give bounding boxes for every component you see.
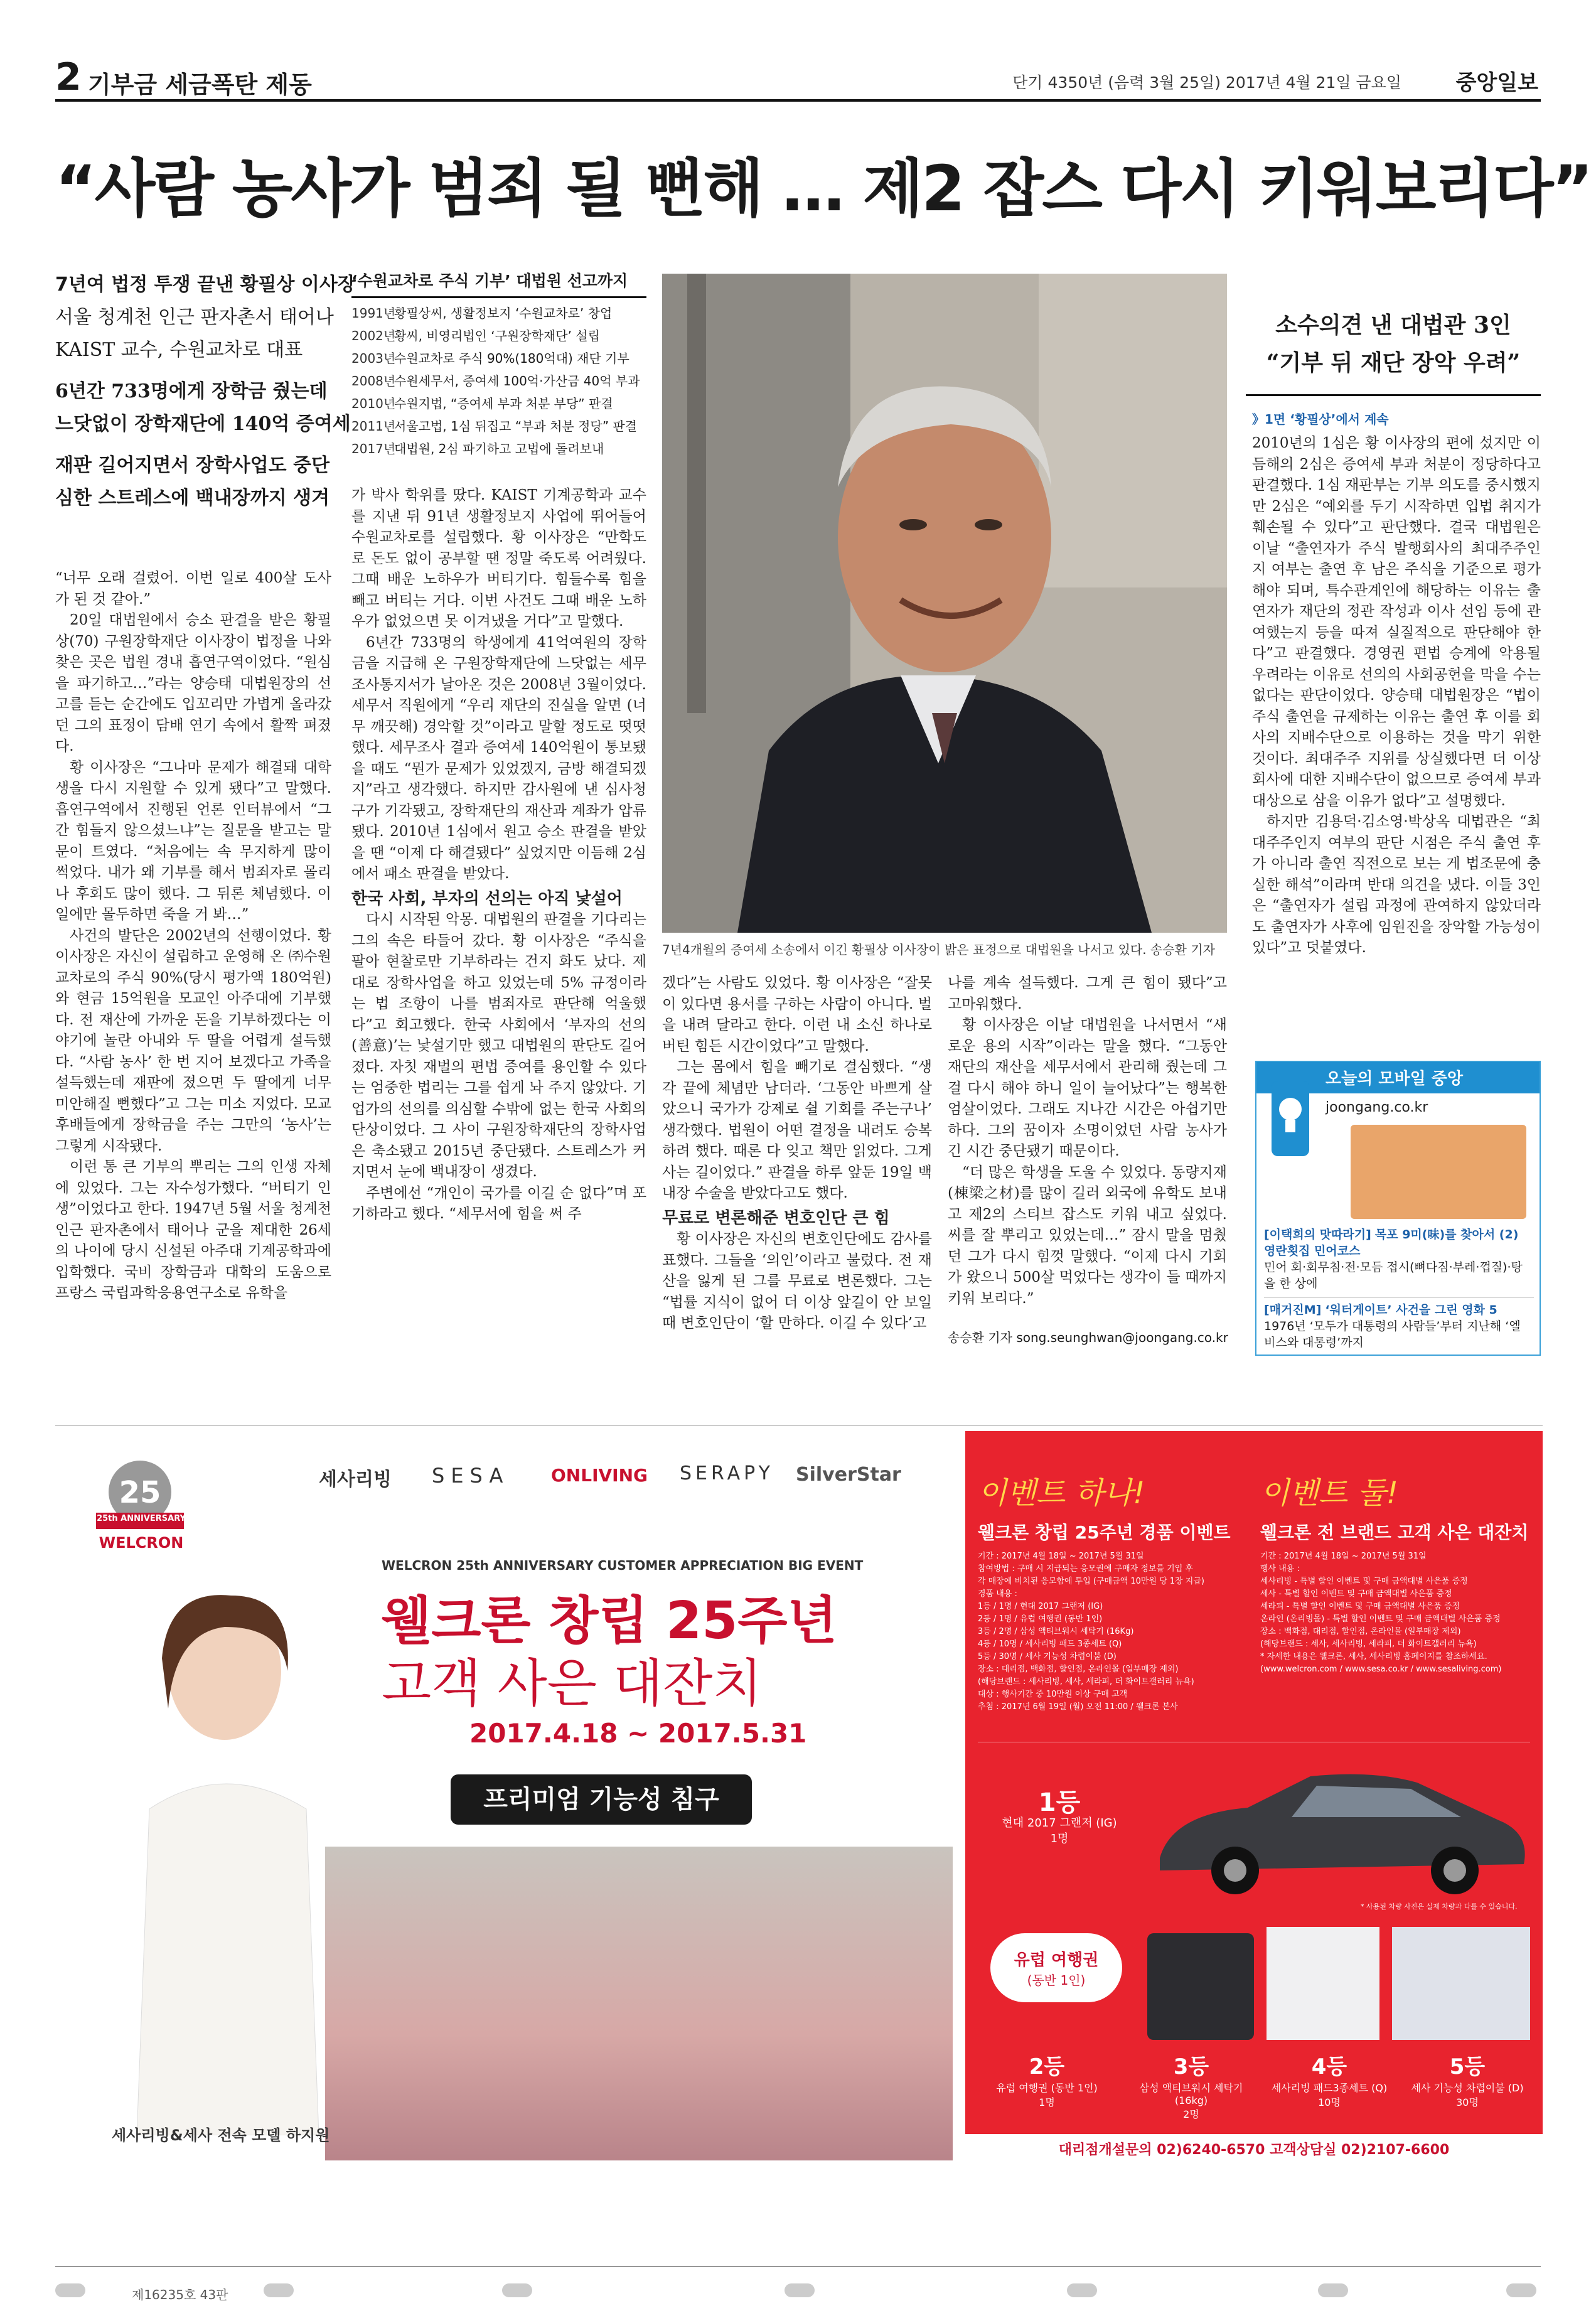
deck-line: 7년여 법정 투쟁 끝낸 황필상 이사장 — [55, 274, 356, 296]
paragraph: 나를 계속 설득했다. 그게 큰 힘이 됐다”고 고마워했다. — [948, 975, 1227, 1012]
timeline-box — [351, 269, 646, 476]
paragraph: 겠다”는 사람도 있었다. 황 이사장은 “잘못이 있다면 용서를 구하는 사람이 아니다. 벌을 내려 달라고 한다. 이런 내 소신 하나로 버틴 힘든 시간이었다”고 말했다. — [662, 975, 932, 1054]
paragraph: “더 많은 학생을 도울 수 있었다. 동량지재(棟梁之材)를 많이 길러 외국에 유학도 보내고 제2의 스티브 잡스도 키워 내고 싶었다. 씨를 잘 뿌리고 있었는데…” 잠시 말을 멈췄던 그가 다시 힘껏 말했다. “이제 다시 기회가 왔으니 500살 먹었다는 생각이 들 때까지 키워 보리다.” — [948, 1164, 1227, 1307]
ad-period: 2017.4.18 ~ 2017.5.31 — [469, 1718, 807, 1749]
timeline-row: 1991년황필상씨, 생활정보지 ‘수원교차로’ 창업 — [351, 306, 613, 321]
advertisement[interactable] — [55, 1425, 1543, 2165]
registration-mark — [55, 2283, 85, 2297]
paragraph: “너무 오래 걸렸어. 이번 일로 400살 도사가 된 것 같아.” — [55, 570, 331, 608]
ad-pill: 프리미엄 기능성 침구 — [451, 1774, 752, 1825]
prize-3: 3등 삼성 액티브워시 세탁기 (16kg) 2명 — [1139, 2054, 1243, 2120]
prize1-desc: 현대 2017 그랜저 (IG) — [1002, 1816, 1117, 1830]
event2-title: 웰크론 전 브랜드 고객 사은 대잔치 — [1260, 1522, 1529, 1543]
side-article-text — [1252, 433, 1541, 1051]
issue-number: 제16235호 43판 — [132, 2287, 228, 2302]
continued-label: 》1면 ‘황필상’에서 계속 — [1252, 412, 1389, 427]
registration-mark — [1067, 2283, 1097, 2297]
photo-caption: 7년4개월의 증여세 소송에서 이긴 황필상 이사장이 밝은 표정으로 대법원을 나서고 있다. 송승환 기자 — [662, 942, 1215, 957]
ad-right-panel — [965, 1431, 1543, 2167]
anniversary-badge-icon — [93, 1457, 187, 1539]
timeline-row: 2011년서울고법, 1심 뒤집고 “부과 처분 정당” 판결 — [351, 419, 638, 434]
promo-item-1[interactable]: [이택희의 맛따라기] 목포 9미(味)를 찾아서 (2) 영란횟집 민어코스 민어 회·회무침·전·모듬 접시(뼈다짐·부레·껍질)·탕을 한 상에 — [1264, 1228, 1523, 1290]
article-column-4 — [948, 973, 1227, 1324]
article-deck — [55, 269, 356, 515]
model-caption: 세사리빙&세사 전속 모델 하지원 — [112, 2127, 330, 2144]
event2-details: 기간 : 2017년 4월 18일 ~ 2017년 5월 31일 행사 내용 : 세사리빙 - 특별 할인 이벤트 및 구매 금액대별 사은품 증정 세사 - 특별 할인 이벤트 및 구매 금액대별 사은품 증정 세라피 - 특별 할인 이벤트 및 구매 금액대별 사은품 증정 온라인 (온리빙몰) - 특별 할인 이벤트 및 구매 금액대별 사은품 증정 장소 : 백화점, 대리점, 할인점, 온라인몰 (일부매장 제외) (해당브랜드 : 세사, 세사리빙, 세라피, 더 화이트갤러리 뉴욕) * 자세한 내용은 웰크론, 세사, 세사리빙 홈페이지를 참조하세요. (www.welcron.com / www.sesa.co.kr / www.sesaliving.com) — [1260, 1552, 1502, 1674]
timeline-row: 2008년수원세무서, 증여세 100억·가산금 40억 부과 — [351, 373, 640, 389]
subheading: 한국 사회, 부자의 선의는 아직 낯설어 — [351, 889, 623, 908]
paragraph: 주변에선 “개인이 국가를 이길 순 없다”며 포기하라고 했다. “세무서에 힘을 써 주 — [351, 1184, 646, 1222]
pad-set-image — [1267, 1927, 1379, 2040]
article-photo — [662, 274, 1227, 933]
brand-silverstar: SilverStar — [796, 1464, 901, 1486]
header-rule — [55, 99, 1541, 102]
paragraph: 황 이사장은 “그나마 문제가 해결돼 대학생을 다시 지원할 수 있게 됐다”고 말했다. 흡연구역에서 진행된 언론 인터뷰에서 “그간 힘들지 않으셨느냐”는 질문을 받고는 말문이 트였다. “처음에는 속 무지하게 많이 썩었다. 내가 왜 기부를 해서 범죄자로 몰리나 후회도 많이 했다. 그 뒤론 체념했다. 이 일에만 몰두하면 죽을 거 봐…” — [55, 759, 331, 923]
issue-date: 단기 4350년 (음력 3월 25일) 2017년 4월 21일 금요일 — [1012, 73, 1401, 92]
registration-mark — [785, 2283, 815, 2297]
registration-mark — [264, 2283, 294, 2297]
comforter-image — [1392, 1927, 1530, 2040]
timeline-title: ‘수원교차로 주식 기부’ 대법원 선고까지 — [351, 269, 646, 298]
paragraph: 사건의 발단은 2002년의 선행이었다. 황 이사장은 자신이 설립하고 운영해 온 ㈜수원교차로의 주식 90%(당시 평가액 180억원)와 현금 15억원을 모교인 아주대에 기부했다. 전 재산에 가까운 돈을 기부하겠다는 이야기에 놀란 아내와 두 딸을 어렵게 설득했다. “사람 농사’ 한 번 지어 보겠다고 가족을 설득했는데 재판에 졌으면 두 딸에게 너무 미안해질 뻔했다”고 그는 미소 지었다. 모교 후배들에게 장학금을 주는 그만의 ‘농사’는 그렇게 시작됐다. — [55, 927, 331, 1154]
brand-sesa: SESA — [432, 1464, 510, 1488]
timeline-row: 2010년수원지법, “증여세 부과 처분 부당” 판결 — [351, 396, 613, 411]
event1-title: 웰크론 창립 25주년 경품 이벤트 — [978, 1522, 1231, 1543]
promo-title: 오늘의 모바일 중앙 — [1256, 1062, 1540, 1093]
deck-line: KAIST 교수, 수원교차로 대표 — [55, 339, 303, 361]
deck-line: 서울 청계천 인근 판자촌서 태어나 — [55, 306, 334, 328]
registration-mark — [1506, 2283, 1536, 2297]
side-title-1: 소수의견 낸 대법관 3인 — [1275, 312, 1511, 338]
paragraph: 그는 몸에서 힘을 빼기로 결심했다. “생각 끝에 체념만 남더라. ‘그동안 바쁘게 살았으니 국가가 강제로 쉴 기회를 주는구나’ 생각했다. 법원이 어떤 결정을 내려도 승복하려 했다. 때론 다 잊고 책만 읽었다. 그게 사는 길이었다.” 판결을 하루 앞둔 19일 백내장 수술을 받았다고도 했다. — [662, 1059, 932, 1201]
registration-mark — [1318, 2283, 1348, 2297]
prize1-rank: 1등 — [1038, 1788, 1081, 1817]
prize-2: 2등 유럽 여행권 (동반 1인) 1명 — [996, 2054, 1098, 2108]
byline: 송승환 기자 song.seunghwan@joongang.co.kr — [948, 1330, 1228, 1345]
deck-line: 재판 길어지면서 장학사업도 중단 — [55, 454, 330, 476]
prize-5: 5등 세사 기능성 차렵이불 (D) 30명 — [1411, 2054, 1524, 2108]
deck-line: 심한 스트레스에 백내장까지 생겨 — [55, 487, 330, 509]
prize1-count: 1명 — [1050, 1832, 1069, 1845]
promo-url[interactable]: joongang.co.kr — [1326, 1100, 1428, 1115]
car-note: * 사용된 차량 사진은 실제 차량과 다를 수 있습니다. — [1361, 1902, 1518, 1911]
ad-title-1: 웰크론 창립 25주년 — [382, 1591, 837, 1651]
paragraph: 황 이사장은 자신의 변호인단에도 감사를 표했다. 그들을 ‘의인’이라고 불렀다. 전 재산을 잃게 된 그를 무료로 변론했다. 그는 “법률 지식이 없어 더 이상 앞길이 안 보일 때 변호인단이 ‘할 만하다. 이길 수 있다’고 — [662, 1231, 932, 1331]
side-headline — [1246, 306, 1541, 382]
footer-rule — [55, 2266, 1541, 2267]
paragraph: 가 박사 학위를 땄다. KAIST 기계공학과 교수를 지낸 뒤 91년 생활정보지 사업에 뛰어들어 수원교차로를 설립했다. 황 이사장은 “만학도로 돈도 없이 공부할 땐 정말 죽도록 어려웠다. 그때 배운 노하우가 버티기다. 힘들수록 힘을 빼고 버티는 거다. 이번 사건도 그때 배운 노하우가 없었으면 못 이겨냈을 거다”고 말했다. — [351, 487, 646, 630]
bedding-image — [325, 1847, 953, 2160]
section-title: 기부금 세금폭탄 제동 — [88, 71, 312, 99]
timeline-row: 2017년대법원, 2심 파기하고 고법에 돌려보내 — [351, 441, 604, 456]
event1-script: 이벤트 하나! — [978, 1476, 1145, 1511]
article-column-3 — [662, 973, 932, 1349]
side-title-2: “기부 뒤 재단 장악 우려” — [1266, 350, 1521, 376]
paragraph: 20일 대법원에서 승소 판결을 받은 황필상(70) 구원장학재단 이사장이 법정을 나와 찾은 곳은 법원 경내 흡연구역이었다. “원심을 파기하고…”라는 양승태 대법원장의 선고를 듣는 순간에도 입꼬리만 가볍게 올라갔던 그의 표정이 담배 연기 속에서 활짝 펴졌다. — [55, 612, 331, 754]
model-illustration — [80, 1570, 356, 2135]
badge-label: 25th ANNIVERSARY — [97, 1514, 186, 1523]
welcron-logo: WELCRON — [99, 1534, 184, 1552]
travel-badge: 유럽 여행권 (동반 1인) — [990, 1933, 1122, 2002]
timeline-row: 2002년황씨, 비영리법인 ‘구원장학재단’ 설립 — [351, 328, 600, 343]
prize-4: 4등 세사리빙 패드3종세트 (Q) 10명 — [1271, 2054, 1388, 2108]
portrait-illustration — [662, 274, 1227, 933]
promo-item-2[interactable]: [매거진M] ‘워터게이트’ 사건을 그린 영화 5 1976년 ‘모두가 대통령의 사람들’부터 지난해 ‘엘 비스와 대통령’까지 — [1264, 1297, 1534, 1351]
brand-onliving: ONLIVING — [551, 1465, 648, 1486]
brand-sesaliving: 세사리빙 — [319, 1469, 392, 1491]
side-rule — [1246, 394, 1541, 396]
paragraph: 이런 통 큰 기부의 뿌리는 그의 인생 자체에 있었다. 그는 자수성가했다. “버티기 인생”이었다고 한다. 1947년 5월 서울 청계천 인근 판자촌에서 태어나 군을 제대한 26세의 나이에 당시 신설된 아주대 기계공학과에 입학했다. 국비 장학금과 대학의 도움으로 프랑스 국립과학응용연구소로 유학을 — [55, 1159, 331, 1301]
ad-contact: 대리점개설문의 02)6240-6570 고객상담실 02)2107-6600 — [965, 2134, 1543, 2167]
main-headline: “사람 농사가 범죄 될 뻔해 … 제2 잡스 다시 키워보리다” — [55, 152, 1592, 225]
paragraph: 다시 시작된 악몽. 대법원의 판결을 기다리는 그의 속은 타들어 갔다. 황 이사장은 “주식을 팔아 현찰로만 기부하라는 건지 화도 났다. 제대로 장학사업을 하고 있었는데 5% 규정이라는 법 조항이 나를 범죄자로 판단해 억울했다”고 회고했다. 한국 사회에서 ‘부자의 선의(善意)’는 낯설기만 했고 대법원의 판단도 길어졌다. 자칫 재벌의 편법 증여를 용인할 수 있다는 엄중한 법리는 그를 쉽게 놔 주지 않았다. 기업가의 선의를 의심할 수밖에 없는 한국 사회의 단상이었다. 그 사이 구원장학재단의 장학사업은 축소됐고 2015년 중단됐다. 스트레스가 커지면서 눈에 백내장이 생겼다. — [351, 911, 646, 1180]
newspaper-logo: 중앙일보 — [1455, 70, 1538, 95]
brand-serapy: SERAPY — [680, 1462, 774, 1484]
car-illustration — [1147, 1757, 1536, 1902]
washer-image — [1147, 1933, 1254, 2040]
article-column-1 — [55, 568, 331, 1349]
deck-line: 느닷없이 장학재단에 140억 증여세 — [55, 413, 351, 435]
ad-subtitle: WELCRON 25th ANNIVERSARY CUSTOMER APPRECIATION BIG EVENT — [382, 1558, 864, 1573]
paragraph: 황 이사장은 이날 대법원을 나서면서 “새로운 용의 시작”이라는 말을 했다. “그동안 재단의 재산을 세무서에서 관리해 줬는데 그걸 다시 해야 하니 일이 늘어났다”는 행복한 엄살이었다. 그래도 지나간 시간은 아쉽기만 하다. 그의 꿈이자 소명이었던 사람 농사가 긴 시간 중단됐기 때문이다. — [948, 1017, 1227, 1159]
food-image — [1351, 1125, 1526, 1219]
ad-left-panel — [55, 1426, 959, 2167]
svg-text:25: 25 — [119, 1475, 161, 1510]
ad-title-2: 고객 사은 대잔치 — [382, 1654, 763, 1714]
paragraph: 2010년의 1심은 황 이사장의 편에 섰지만 이듬해의 2심은 증여세 부과 처분이 정당하다고 판결했다. 1심 재판부는 기부 의도를 중시했지만 2심은 “예외를 두기 시작하면 입법 취지가 훼손될 수 있다”고 판단했다. 결국 대법원은 이날 “출연자가 주식 발행회사의 최대주주인지 여부는 출연 후 남은 주식을 기준으로 평가해야 되며, 특수관계인에 해당하는 이유는 출연자가 재단의 정관 작성과 이사 선임 등에 관여했는지 등을 따져 실질적으로 판단해야 한다”고 판결했다. 경영권 편법 승계에 악용될 우려라는 이유로 선의의 사회공헌을 막을 수는 없다는 판단이었다. 양승태 대법원장은 “법이 주식 출연을 규제하는 이유는 출연 후 이를 회사의 지배수단으로 이용하는 것을 막기 위한 것이다. 최대주주 지위를 상실했다면 더 이상 회사에 대한 지배수단이 없으므로 증여세 부과 대상으로 삼을 이유가 없다”고 설명했다. — [1252, 435, 1541, 809]
subheading: 무료로 변론해준 변호인단 큰 힘 — [662, 1208, 890, 1228]
event1-details: 기간 : 2017년 4월 18일 ~ 2017년 5월 31일 참여방법 : 구매 시 지급되는 응모권에 구매자 정보를 기입 후 각 매장에 비치된 응모함에 투입 (구매금액 10만원 당 1장 지급) 경품 내용 : 1등 / 1명 / 현대 2017 그랜저 (IG) 2등 / 1명 / 유럽 여행권 (동반 1인) 3등 / 2명 / 삼성 액티브워시 세탁기 (16Kg) 4등 / 10명 / 세사리빙 패드 3종세트 (Q) 5등 / 30명 / 세사 기능성 차렵이불 (D) 장소 : 대리점, 백화점, 할인점, 온라인몰 (일부매장 제외) (해당브랜드 : 세사리빙, 세사, 세라피, 더 화이트갤러리 뉴욕) 대상 : 행사기간 중 10만원 이상 구매 고객 추첨 : 2017년 6월 19일 (월) 오전 11:00 / 웰크론 본사 — [978, 1552, 1204, 1712]
article-column-2 — [351, 485, 646, 1350]
timeline-row: 2003년수원교차로 주식 90%(180억대) 재단 기부 — [351, 351, 629, 366]
paragraph: 6년간 733명의 학생에게 41억여원의 장학금을 지급해 온 구원장학재단에 느닷없는 세무조사통지서가 날아온 것은 2008년 3월이었다. 세무서 직원에게 “우리 재단의 진실을 알면 (너무 깨끗해) 경악할 것”이라고 말할 정도로 떳떳했다. 세무조사 결과 증여세 140억원이 통보됐을 때도 “뭔가 문제가 있었겠지, 금방 해결되겠지”라고 생각했다. 하지만 감사원에 낸 심사청구가 기각됐고, 장학재단의 재산과 계좌가 압류됐다. 2010년 1심에서 원고 승소 판결을 받았을 땐 “이제 다 해결됐다” 싶었지만 이듬해 2심에서 패소 판결을 받았다. — [351, 634, 646, 882]
paragraph: 하지만 김용덕·김소영·박상옥 대법관은 “최대주주인지 여부의 판단 시점은 주식 출연 후가 아니라 출연 직전으로 보는 게 법조문에 충실한 해석”이라며 반대 의견을 냈다. 이들 3인은 “출연자가 설립 과정에 관여하지 않았더라도 출연자가 사후에 임원진을 장악할 가능성이 있다”고 덧붙였다. — [1252, 813, 1541, 956]
phone-icon — [1265, 1075, 1315, 1169]
deck-line: 6년간 733명에게 장학금 줬는데 — [55, 380, 328, 402]
event2-script: 이벤트 둘! — [1260, 1476, 1398, 1511]
page-number: 2 — [55, 55, 82, 99]
mobile-promo-box[interactable] — [1255, 1061, 1541, 1356]
registration-mark — [502, 2283, 532, 2297]
